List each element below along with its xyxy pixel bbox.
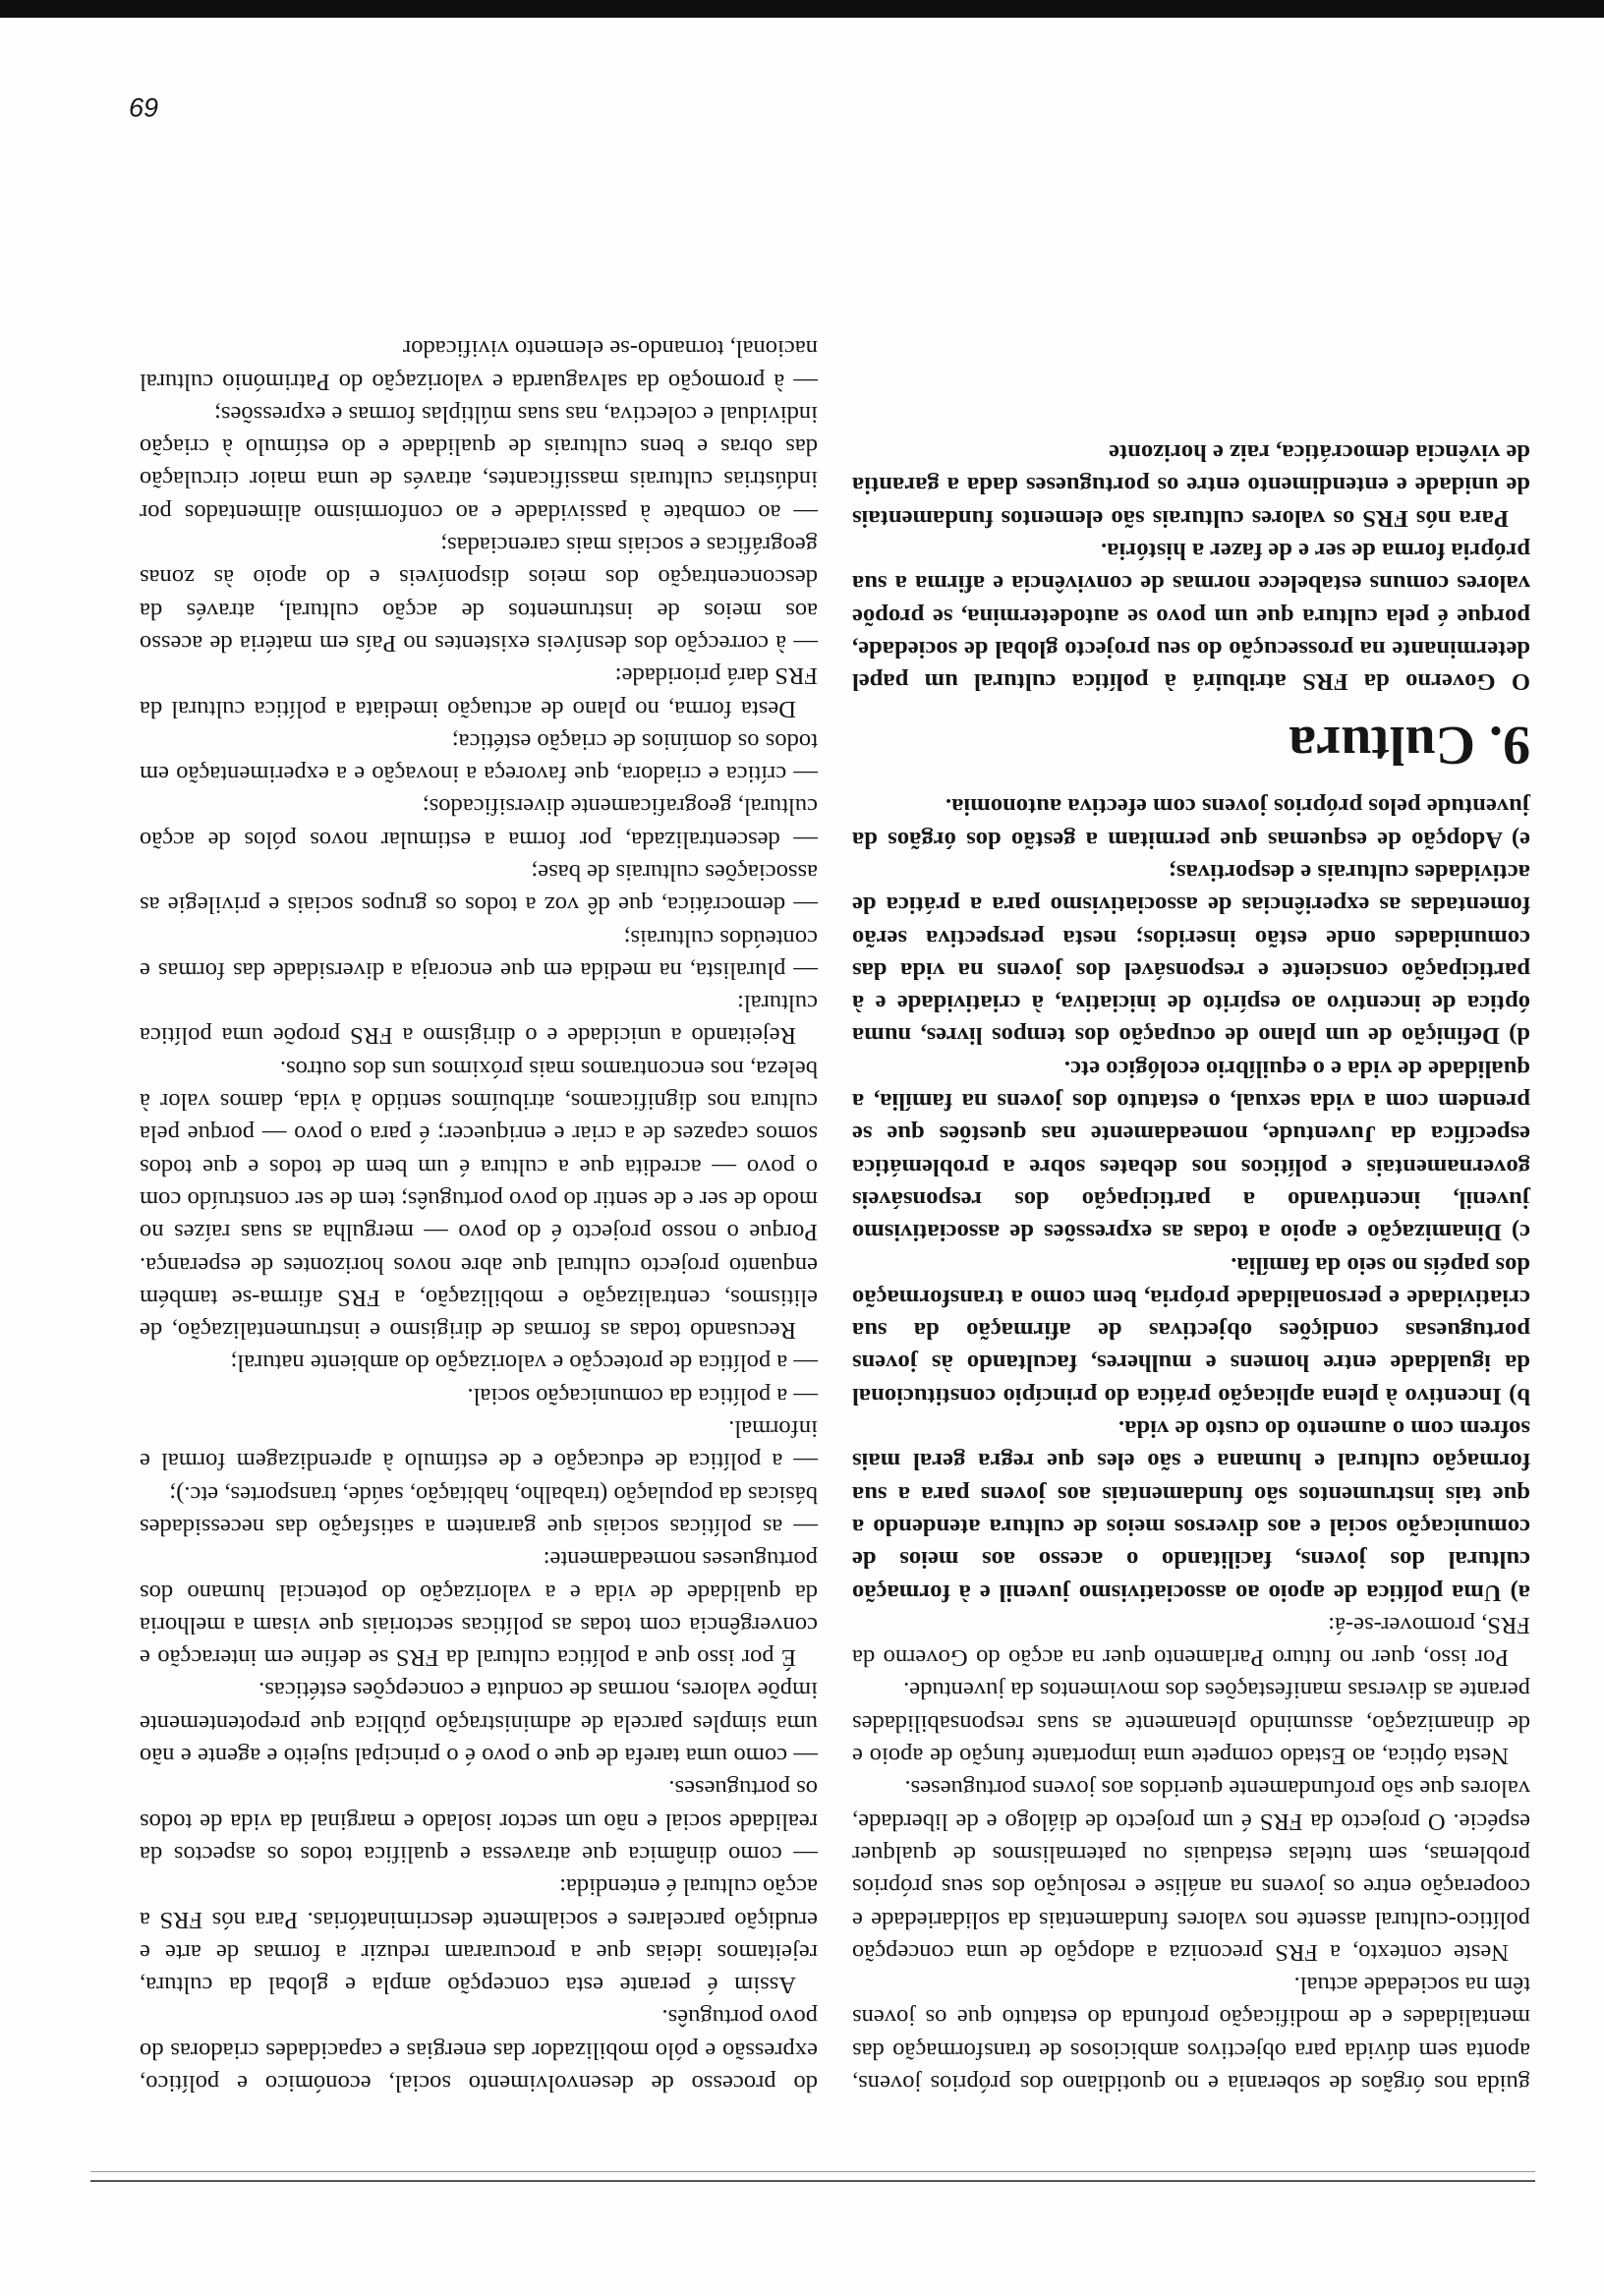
list-item: — a política da comunicação social. [467, 1382, 818, 1409]
paragraph: Para nós FRS os valores culturais são elementos fundamentais de unidade e entendimento entre os portugueses dada a garantia de vivência democrática, raiz e horizonte [852, 439, 1530, 532]
paragraph: do processo de desenvolvimento social, económico e político, expressão e pólo mobilizador das energias e capacidades criadoras do povo português. [140, 2004, 818, 2096]
list-item: — a política de protecção e valorização do ambiente natural; [230, 1349, 818, 1377]
list-item-b: b) Incentivo à plena aplicação prática do princípio constitucional da igualdade entre homens e mulheres, facultando às jovens portuguesas condições objectivas de afirmação da sua criatividade e personalidade própria, bem como a transformação dos papéis no seio da família. [852, 1251, 1530, 1409]
page-number: 69 [129, 92, 159, 122]
paragraph: Por isso, quer no futuro Parlamento quer na acção do Governo da FRS, promover-se-á: [852, 1611, 1530, 1672]
scan-edge-bar [0, 0, 1604, 18]
list-item: — descentralizada, por forma a estimular novos pólos de acção cultural, geograficamente diversificados; [140, 793, 818, 853]
paragraph: É por isso que a política cultural da FRS se define em interacção e convergência com todas as políticas sectoriais que visam a melhoria da qualidade de vida e a valorização do potencial humano dos portugueses nomeadamente: [140, 1546, 818, 1672]
list-item: — à correcção dos desníveis existentes no País em matéria de acesso aos meios de instrumentos de acção cultural, através da desconcentração dos meios disponíveis e do apoio às zonas geográficas e sociais mais carenciadas; [140, 532, 818, 657]
paragraph: Rejeitando a unicidade e o dirigismo a FRS propõe uma política cultural: [140, 990, 818, 1050]
paragraph: Desta forma, no plano de actuação imediata a política cultural da FRS dará prioridade: [140, 662, 818, 722]
list-item: — como dinâmica que atravessa e qualifica todos os aspectos da realidade social e não um sector isolado e marginal da vida de todos os portugueses. [140, 1775, 818, 1867]
paragraph: Recusando todas as formas de dirigismo e instrumentalização, de elitismos, centralização e mobilização, a FRS afirma-se também enquanto projecto cultural que abre novos horizontes de esperança. Porque o nosso projecto é do povo — mergulha as suas raízes no modo de ser e de sentir do povo português; tem de ser construído com o povo — acredita que a cultura é um bem de todos e que todos somos capazes de a criar e enriquecer; é para o povo — porque pela cultura nos dignificamos, atribuímos sentido à vida, damos valor à beleza, nos encontramos mais próximos uns dos outros. [140, 1055, 818, 1345]
list-item: — ao combate à passividade e ao conformismo alimentados por indústrias culturais massificantes, através de uma maior circulação das obras e bens culturais de qualidade e do estímulo à criação individual e colectiva, nas suas múltiplas formas e expressões; [140, 400, 818, 526]
list-item: — democrática, que dê voz a todos os grupos sociais e privilegie as associações culturais de base; [140, 859, 818, 919]
list-item-e: e) Adopção de esquemas que permitam a gestão dos órgãos da juventude pelos próprios jovens com efectiva autonomia. [852, 793, 1530, 853]
list-item-d: d) Definição de um plano de ocupação dos tempos livres, numa óptica de incentivo ao espírito de iniciativa, à criatividade e à participação consciente e responsável dos jovens na vida das comunidades onde estão inseridos; nesta perspectiva serão fomentadas as experiências de associativismo para a prática de actividades culturais e desportivas; [852, 859, 1530, 1050]
list-item: — à promoção da salvaguarda e valorização do Património cultural nacional, tornando-se elemento vivificador [140, 335, 818, 395]
paragraph: Nesta óptica, ao Estado compete uma importante função de apoio e de dinamização, assumindo plenamente as suas responsabilidades perante as diversas manifestações dos movimentos da juventude. [852, 1677, 1530, 1770]
list-item-a: a) Uma política de apoio ao associativismo juvenil e à formação cultural dos jovens, facilitando o acesso aos meios de comunicação social e aos diversos meios de cultura atendendo a que tais instrumentos são fundamentais aos jovens para a sua formação cultural e humana e são eles que regra geral mais sofrem com o aumento do custo de vida. [852, 1415, 1530, 1606]
top-rule [90, 2180, 1535, 2182]
paragraph: O Governo da FRS atribuirá à política cultural um papel determinante na prossecução do seu projecto global de sociedade, porque é pela cultura que um povo se autodetermina, se propõe valores comuns estabelece normas de convivência e afirma a sua própria forma de ser e de fazer a história. [852, 537, 1530, 696]
list-item-c: c) Dinamização e apoio a todas as expressões de associativismo juvenil, incentivando a participação dos responsáveis governamentais e políticos nos debates sobre a problemática específica da Juventude, nomeadamente nas questões que se prendem com a vida sexual, o estatuto dos jovens na família, a qualidade de vida e o equilíbrio ecológico etc. [852, 1055, 1530, 1246]
paragraph: guida nos órgãos de soberania e no quotidiano dos próprios jovens, aponta sem dúvida para objectivos ambiciosos de transformação das mentalidades e de modificação profunda do estatuto que os jovens têm na sociedade actual. [852, 1972, 1530, 2096]
list-item: — crítica e criadora, que favoreça a inovação e a experimentação em todos os domínios de criação estética; [140, 727, 818, 788]
top-rule-thin [90, 2171, 1535, 2172]
paragraph: Neste contexto, a FRS preconiza a adopção de uma concepção político-cultural assente nos valores fundamentais da solidariedade e cooperação entre os jovens na análise e resolução dos seus próprios problemas, sem tutelas estaduais ou paternalismos de qualquer espécie. O projecto da FRS é um projecto de diálogo e de liberdade, valores que são profundamente queridos aos jovens portugueses. [852, 1775, 1530, 1966]
paragraph: Assim é perante esta concepção ampla e global da cultura, rejeitamos ideias que a procuraram reduzir a formas de arte e erudição parcelares e socialmente descriminatórias. Para nós FRS a acção cultural é entendida: [140, 1873, 818, 1999]
right-column [140, 332, 818, 2099]
left-column [852, 436, 1530, 2099]
list-item: — a política de educação e de estímulo à aprendizagem formal e informal. [140, 1415, 818, 1475]
section-heading: 9. Cultura [1289, 715, 1530, 776]
list-item: — como uma tarefa de que o povo é o principal sujeito e agente e não uma simples parcela de administração pública que prepotentemente impõe valores, normas de conduta e concepções estéticas. [140, 1677, 818, 1770]
list-item: — pluralista, na medida em que encoraja a diversidade das formas e conteúdos culturais; [140, 924, 818, 984]
list-item: — as políticas sociais que garantem a satisfação das necessidades básicas da população (trabalho, habitação, saúde, transportes, etc.); [140, 1480, 818, 1540]
